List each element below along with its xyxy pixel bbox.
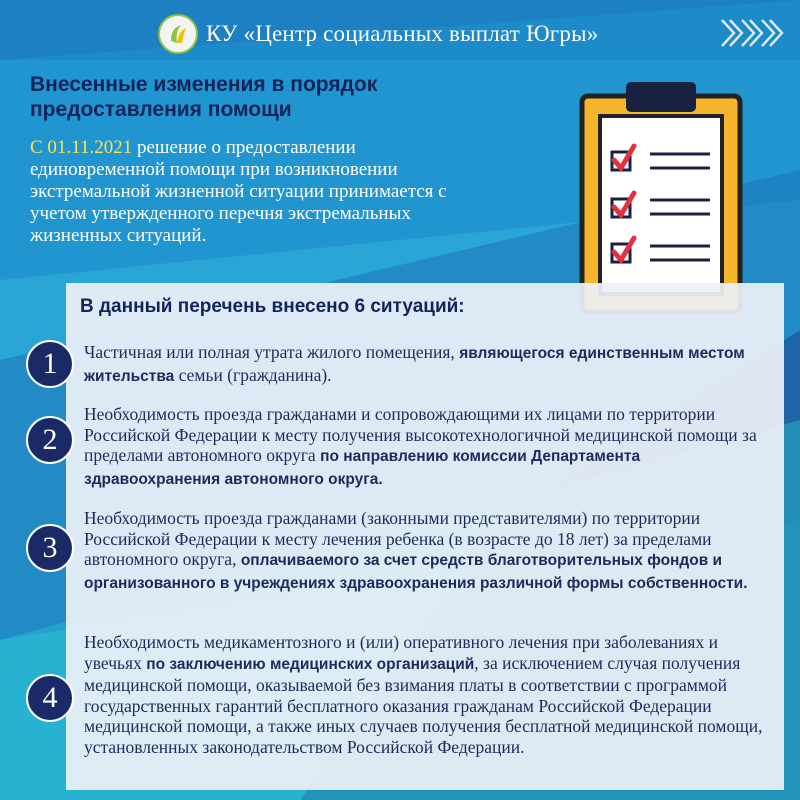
item-text: Необходимость проезда гражданами и сопровождающими их лицами по территории Российской Федерации к месту получения высокотехнологичной медицинской помощи за пределами автономного округа — [84, 404, 757, 465]
chevrons-icon — [718, 14, 788, 52]
intro-body: решение о предоставлении единовременной помощи при возникновении экстремальной жизненной ситуации принимается с учетом утвержденного перечня экстремальных жизненных ситуаций. — [30, 137, 447, 246]
number-badge-2: 2 — [26, 416, 74, 464]
situation-item-3 — [84, 508, 774, 594]
item-bold: по заключению медицинских организаций — [146, 655, 475, 673]
situation-item-4 — [84, 632, 774, 757]
item-bold: по направлению комиссии Департамента здравоохранения автономного округа. — [84, 448, 641, 488]
number-badge-3: 3 — [26, 524, 74, 572]
org-name: КУ «Центр социальных выплат Югры» — [206, 21, 599, 46]
item-bold: оплачиваемого за счет средств благотворительных фондов и организованного в учреждениях здравоохранения различной формы собственности. — [84, 552, 748, 592]
item-text: семьи (гражданина). — [174, 364, 332, 385]
situation-item-2 — [84, 404, 774, 490]
item-text: Частичная или полная утрата жилого помещения, — [84, 342, 460, 362]
org-logo — [158, 14, 198, 54]
page-title: Внесенные изменения в порядок предоставления помощи — [30, 73, 378, 121]
item-bold: являющегося единственным местом жительства — [84, 345, 745, 385]
intro-text — [30, 137, 450, 247]
situation-item-1 — [84, 342, 774, 387]
item-text: , за исключением случая получения медицинской помощи, оказываемой без взимания платы в соответствии с программой государственных гарантий бесплатного оказания гражданам Российской Федерации медицинской помощи, а также иных случаев получения бесплатной медицинской помощи, установленных законодательством Российской Федерации. — [84, 652, 763, 757]
intro-date: С 01.11.2021 — [30, 137, 133, 158]
number-badge-1: 1 — [26, 340, 74, 388]
item-text: Необходимость медикаментозного и (или) оперативного лечения при заболеваниях и увечьях — [84, 632, 718, 673]
clipboard-icon — [578, 80, 744, 316]
panel-title: В данный перечень внесено 6 ситуаций: — [80, 296, 465, 317]
item-text: Необходимость проезда гражданами (законными представителями) по территории Российской Федерации к месту лечения ребенка (в возрасте до 18 лет) за пределами автономного округа, — [84, 508, 712, 569]
header — [158, 14, 598, 54]
number-badge-4: 4 — [26, 674, 74, 722]
